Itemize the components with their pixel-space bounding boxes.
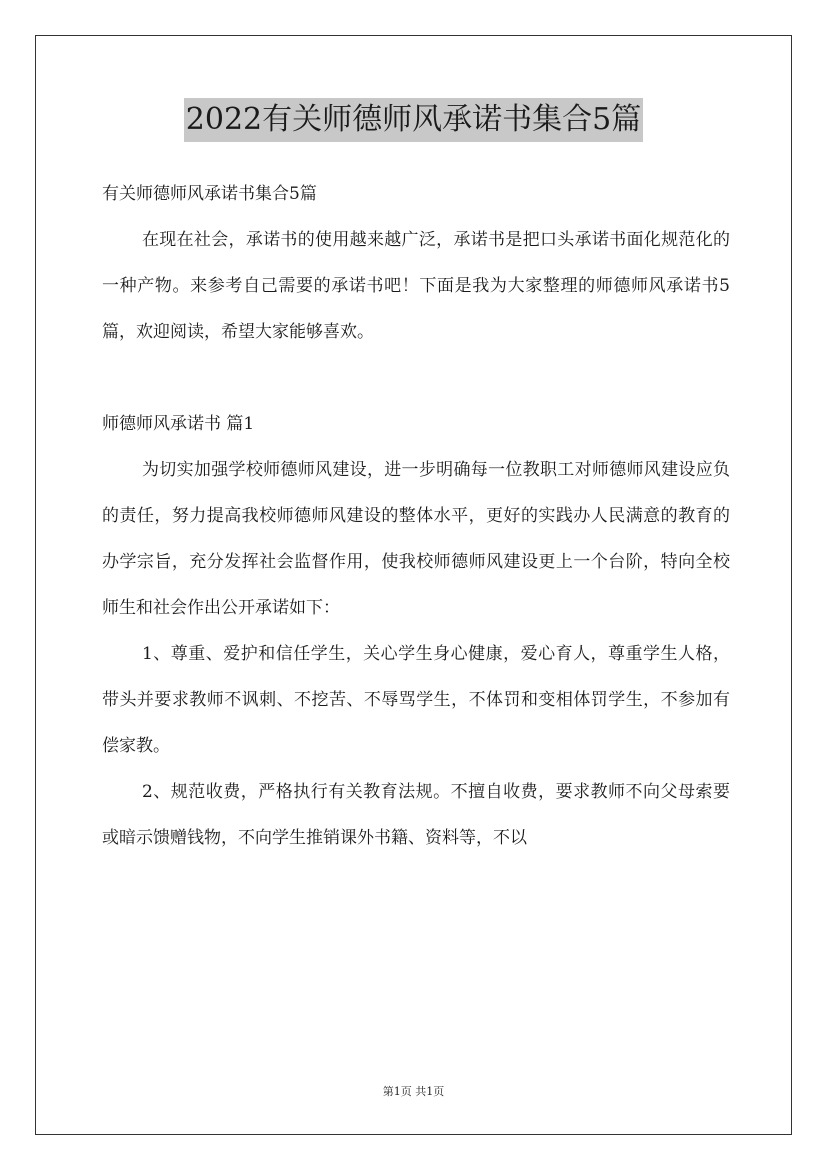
page-footer: 第1页 共1页 — [382, 1085, 445, 1098]
body-paragraph: 1、尊重、爱护和信任学生，关心学生身心健康，爱心育人，尊重学生人格，带头并要求教师不讽刺、不挖苦、不辱骂学生，不体罚和变相体罚学生，不参加有偿家教。 — [102, 644, 730, 756]
section-heading: 师德师风承诺书 篇1 — [102, 414, 255, 434]
document-title: 2022有关师德师风承诺书集合5篇 — [184, 98, 643, 142]
spacer — [102, 355, 730, 401]
intro-heading: 有关师德师风承诺书集合5篇 — [102, 184, 317, 204]
intro-paragraph: 在现在社会，承诺书的使用越来越广泛，承诺书是把口头承诺书面化规范化的一种产物。来参考自己需要的承诺书吧！下面是我为大家整理的师德师风承诺书5篇，欢迎阅读，希望大家能够喜欢。 — [102, 230, 730, 342]
document-body — [102, 171, 730, 861]
body-paragraph: 为切实加强学校师德师风建设，进一步明确每一位教职工对师德师风建设应负的责任，努力提高我校师德师风建设的整体水平，更好的实践办人民满意的教育的办学宗旨，充分发挥社会监督作用，使我校师德师风建设更上一个台阶，特向全校师生和社会作出公开承诺如下： — [102, 460, 730, 618]
body-paragraph: 2、规范收费，严格执行有关教育法规。不擅自收费，要求教师不向父母索要或暗示馈赠钱物，不向学生推销课外书籍、资料等，不以 — [102, 782, 730, 848]
title-container — [0, 98, 827, 142]
